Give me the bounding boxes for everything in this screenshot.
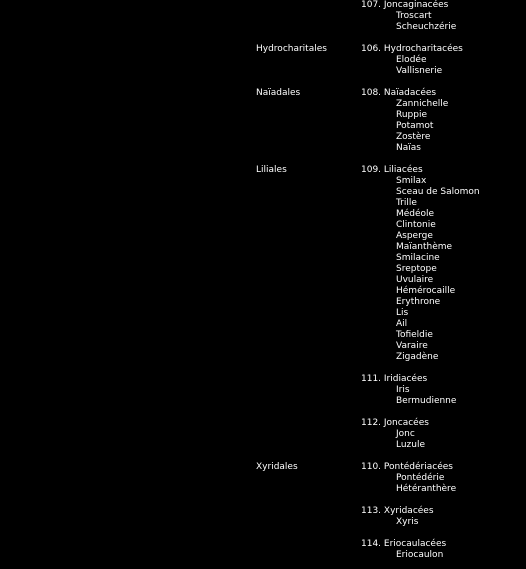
genus-item: Xyris [396, 517, 419, 527]
family-name: 113. Xyridacées [361, 506, 434, 516]
genus-item: Hémérocaille [396, 286, 456, 296]
genus-item: Eriocaulon [396, 550, 444, 560]
genus-item: Troscart [396, 11, 432, 21]
family-name: 112. Joncacées [361, 418, 429, 428]
genus-item: Asperge [396, 231, 433, 241]
genus-item: Zigadène [396, 352, 439, 362]
family-group [0, 462, 526, 495]
genus-item: Trille [396, 198, 417, 208]
genus-list [396, 55, 442, 77]
genus-item: Uvulaire [396, 275, 434, 285]
genus-item: Hétéranthère [396, 484, 457, 494]
genus-list [396, 176, 480, 363]
family-group [0, 418, 526, 451]
genus-item: Scheuchzérie [396, 22, 457, 32]
genus-list [396, 517, 418, 528]
genus-item: Clintonie [396, 220, 436, 230]
genus-item: Vallisnerie [396, 66, 443, 76]
family-group [0, 165, 526, 363]
genus-list [396, 11, 456, 33]
genus-item: Smilax [396, 176, 427, 186]
genus-item: Sceau de Salomon [396, 187, 480, 197]
genus-list [396, 429, 425, 451]
genus-item: Maïanthème [396, 242, 453, 252]
family-name: 108. Naïadacées [361, 88, 437, 98]
family-name: 107. Joncaginacées [361, 0, 449, 10]
family-name: 110. Pontédériacées [361, 462, 453, 472]
genus-item: Tofieldie [396, 330, 433, 340]
family-group [0, 88, 526, 154]
genus-list [396, 385, 456, 407]
family-name: 106. Hydrocharitacées [361, 44, 463, 54]
genus-item: Zannichelle [396, 99, 449, 109]
genus-item: Elodée [396, 55, 427, 65]
order-name: Naïadales [256, 88, 301, 98]
genus-item: Ail [396, 319, 408, 329]
genus-item: Sreptope [396, 264, 437, 274]
genus-item: Naïas [396, 143, 421, 153]
genus-item: Bermudienne [396, 396, 457, 406]
genus-item: Luzule [396, 440, 426, 450]
family-group [0, 0, 526, 33]
family-group [0, 539, 526, 561]
genus-item: Lis [396, 308, 409, 318]
family-name: 111. Iridiacées [361, 374, 428, 384]
genus-list [396, 550, 443, 561]
genus-item: Erythrone [396, 297, 441, 307]
genus-item: Jonc [396, 429, 415, 439]
order-name: Liliales [256, 165, 287, 175]
genus-item: Ruppie [396, 110, 428, 120]
genus-item: Pontédérie [396, 473, 445, 483]
genus-item: Médéole [396, 209, 435, 219]
genus-item: Potamot [396, 121, 434, 131]
family-group [0, 44, 526, 77]
order-name: Xyridales [256, 462, 298, 472]
genus-list [396, 473, 456, 495]
genus-item: Zostère [396, 132, 431, 142]
family-name: 114. Eriocaulacées [361, 539, 447, 549]
family-group [0, 506, 526, 528]
family-group [0, 374, 526, 407]
genus-item: Smilacine [396, 253, 440, 263]
family-name: 109. Liliacées [361, 165, 423, 175]
genus-item: Varaire [396, 341, 428, 351]
order-name: Hydrocharitales [256, 44, 327, 54]
genus-item: Iris [396, 385, 410, 395]
genus-list [396, 99, 448, 154]
